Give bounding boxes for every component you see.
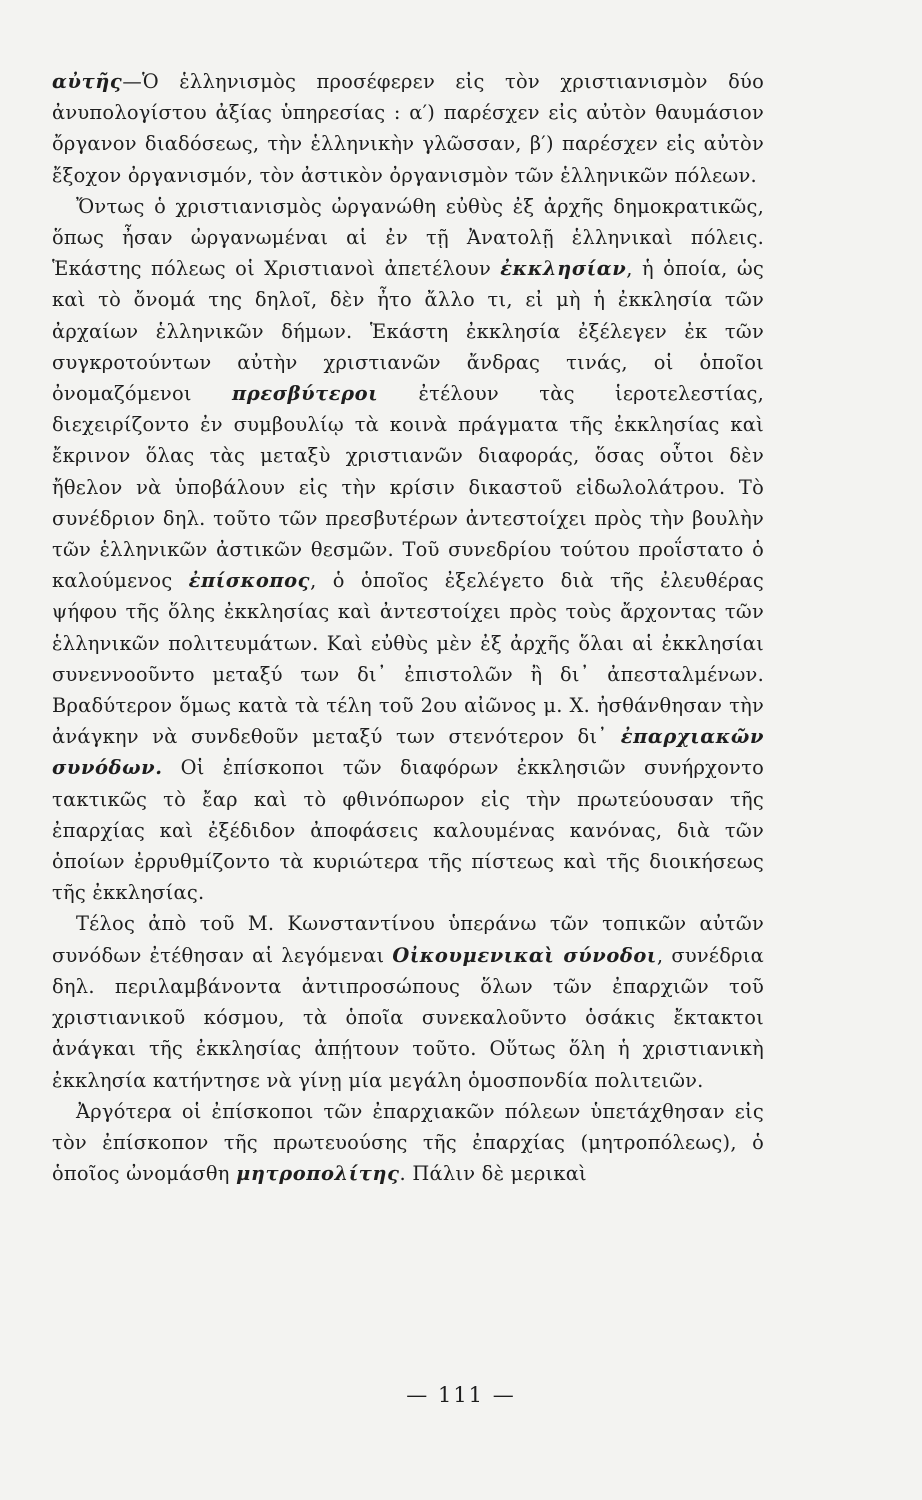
paragraph xyxy=(52,191,764,909)
text-run: , ἡ ὁποία, ὡς καὶ τὸ ὄνομά της δηλοῖ, δὲν ἦτο ἄλλο τι, εἰ μὴ ἡ ἐκκλησία τῶν ἀρχαίων ἑλληνικῶν δήμων. Ἑκάστη ἐκκλησία ἐξέλεγεν ἐκ τῶν συγκροτούντων αὐτὴν χριστιανῶν ἄνδρας τινάς, οἱ ὁποῖοι ὀνομαζόμενοι xyxy=(52,257,765,406)
emphasized-term: ἐκκλησίαν xyxy=(500,257,627,281)
emphasized-term: μητροπολίτης xyxy=(236,1162,400,1186)
body-text xyxy=(52,66,764,1189)
paragraph xyxy=(52,1096,764,1190)
text-run: , συνέδρια δηλ. περιλαμβάνοντα ἀντιπροσώπους ὅλων τῶν ἐπαρχιῶν τοῦ χριστιανικοῦ κόσμου, τὰ ὁποῖα συνεκαλοῦντο ὁσάκις ἔκτακτοι ἀνάγκαι τῆς ἐκκλησίας ἀπῄτουν τοῦτο. Οὕτως ὅλη ἡ χριστιανικὴ ἐκκλησία κατήντησε νὰ γίνῃ μία μεγάλη ὁμοσπονδία πολιτειῶν. xyxy=(52,943,764,1092)
text-run: Οἱ ἐπίσκοποι τῶν διαφόρων ἐκκλησιῶν συνήρχοντο τακτικῶς τὸ ἔαρ καὶ τὸ φθινόπωρον εἰς τὴν πρωτεύουσαν τῆς ἐπαρχίας καὶ ἐξέδιδον ἀποφάσεις καλουμένας κανόνας, διὰ τῶν ὁποίων ἐρρυθμίζοντο τὰ κυριώτερα τῆς πίστεως καὶ τῆς διοικήσεως τῆς ἐκκλησίας. xyxy=(52,756,764,905)
emphasized-term: ἐπίσκοπος xyxy=(188,569,311,593)
text-run: . Πάλιν δὲ μερικαὶ xyxy=(399,1162,587,1186)
page-number: — 111 — xyxy=(406,1383,516,1407)
emphasized-term: ἐπαρχιακῶν συνόδων. xyxy=(52,725,764,780)
text-run: Ὄντως ὁ χριστιανισμὸς ὠργανώθη εὐθὺς ἐξ ἀρχῆς δημοκρατικῶς, ὅπως ἦσαν ὠργανωμέναι αἱ ἐν τῇ Ἀνατολῇ ἑλληνικαὶ πόλεις. Ἑκάστης πόλεως οἱ Χριστιανοὶ ἀπετέλουν xyxy=(52,194,764,281)
paragraph xyxy=(52,66,764,191)
text-run: ἐτέλουν τὰς ἱεροτελεστίας, διεχειρίζοντο ἐν συμβουλίῳ τὰ κοινὰ πράγματα τῆς ἐκκλησίας καὶ ἔκρινον ὅλας τὰς μεταξὺ χριστιανῶν διαφοράς, ὅσας οὗτοι δὲν ἤθελον νὰ ὑποβάλουν εἰς τὴν κρίσιν δικαστοῦ εἰδωλολάτρου. Τὸ συνέδριον δηλ. τοῦτο τῶν πρεσβυτέρων ἀντεστοίχει πρὸς τὴν βουλὴν τῶν ἑλληνικῶν ἀστικῶν θεσμῶν. Τοῦ συνεδρίου τούτου προΐστατο ὁ καλούμενος xyxy=(52,382,764,593)
emphasized-term: Οἰκουμενικαὶ σύνοδοι xyxy=(392,943,657,967)
text-run: Τέλος ἀπὸ τοῦ Μ. Κωνσταντίνου ὑπεράνω τῶν τοπικῶν αὐτῶν συνόδων ἐτέθησαν αἱ λεγόμεναι xyxy=(52,912,764,967)
emphasized-term: πρεσβύτεροι xyxy=(232,382,379,406)
paragraph xyxy=(52,908,764,1095)
text-run: Ἀργότερα οἱ ἐπίσκοποι τῶν ἐπαρχιακῶν πόλεων ὑπετάχθησαν εἰς τὸν ἐπίσκοπον τῆς πρωτευούσης τῆς ἐπαρχίας (μητροπόλεως), ὁ ὁποῖος ὠνομάσθη xyxy=(52,1099,764,1186)
text-run: —Ὁ ἑλληνισμὸς προσέφερεν εἰς τὸν χριστιανισμὸν δύο ἀνυπολογίστου ἀξίας ὑπηρεσίας : α′) παρέσχεν εἰς αὐτὸν θαυμάσιον ὄργανον διαδόσεως, τὴν ἑλληνικὴν γλῶσσαν, β′) παρέσχεν εἰς αὐτὸν ἔξοχον ὀργανισμόν, τὸν ἀστικὸν ὀργανισμὸν τῶν ἑλληνικῶν πόλεων. xyxy=(52,70,764,187)
emphasized-term: αὐτῆς xyxy=(52,70,123,93)
text-run: , ὁ ὁποῖος ἐξελέγετο διὰ τῆς ἐλευθέρας ψήφου τῆς ὅλης ἐκκλησίας καὶ ἀντεστοίχει πρὸς τοὺς ἄρχοντας τῶν ἑλληνικῶν πολιτευμάτων. Καὶ εὐθὺς μὲν ἐξ ἀρχῆς ὅλαι αἱ ἐκκλησίαι συνεννοοῦντο μεταξύ των δι᾽ ἐπιστολῶν ἢ δι᾽ ἀπεσταλμένων. Βραδύτερον ὅμως κατὰ τὰ τέλη τοῦ 2ου αἰῶνος μ. Χ. ἠσθάνθησαν τὴν ἀνάγκην νὰ συνδεθοῦν μεταξύ των στενότερον δι᾽ xyxy=(52,569,764,749)
